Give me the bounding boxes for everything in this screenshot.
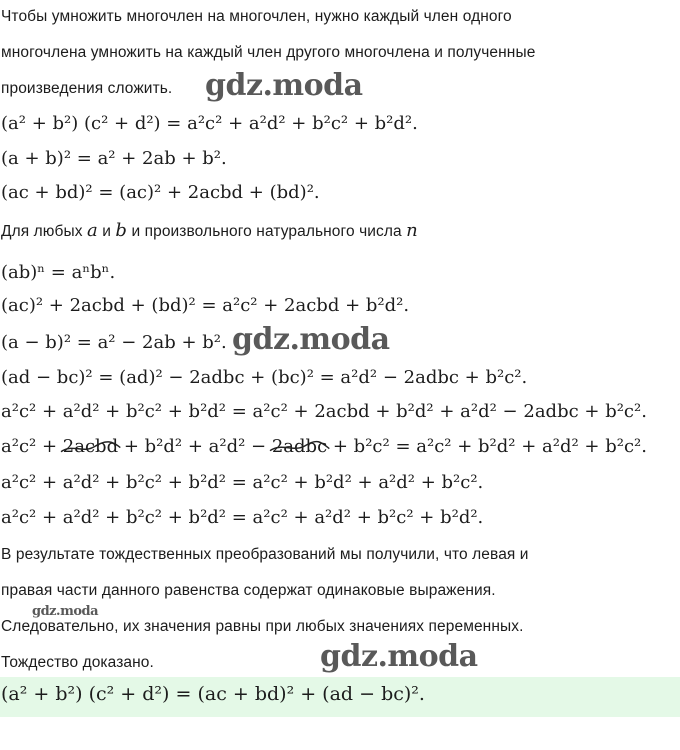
cancelled-term-2acbd <box>63 436 118 457</box>
strike-mark-1 <box>61 436 120 457</box>
equation-combined: a²c² + a²d² + b²c² + b²d² = a²c² + 2acbd + b²d² + a²d² − 2adbc + b²c². <box>1 401 647 422</box>
power-rule-note <box>1 220 418 241</box>
conclusion-line-1: В результате тождественных преобразований мы получили, что левая и <box>1 546 529 563</box>
conclusion-line-3: Следовательно, их значения равны при любых значениях переменных. <box>1 618 524 635</box>
cancelled-term-2acbd-text: 2acbd <box>62 436 119 457</box>
watermark-1: gdz.moda <box>205 68 363 103</box>
watermark-4: gdz.moda <box>320 639 478 674</box>
final-answer: (a² + b²) (c² + d²) = (ac + bd)² + (ad − bc)². <box>1 683 425 705</box>
note-suffix: и произвольного натурального числа <box>127 223 407 240</box>
note-and: и <box>97 223 116 240</box>
final-answer-box <box>0 677 680 717</box>
conclusion-line-2: правая части данного равенства содержат одинаковые выражения. <box>1 582 496 599</box>
note-var-a: a <box>87 220 98 241</box>
equation-power-of-product: (ab)ⁿ = aⁿbⁿ. <box>1 262 116 283</box>
equation-square-of-difference: (a − b)² = a² − 2ab + b². <box>1 332 227 353</box>
equation-simplified: a²c² + a²d² + b²c² + b²d² = a²c² + b²d² + a²d² + b²c². <box>1 472 484 493</box>
equation-product: (a² + b²) (c² + d²) = a²c² + a²d² + b²c² + b²d². <box>1 113 418 134</box>
equation-square-of-sum: (a + b)² = a² + 2ab + b². <box>1 148 227 169</box>
note-var-b: b <box>115 220 128 241</box>
equation-ac-bd-squared: (ac + bd)² = (ac)² + 2acbd + (bd)². <box>1 182 320 203</box>
cancelled-term-2adbc-text: 2adbc <box>271 436 328 457</box>
cancelled-term-2adbc <box>272 436 327 457</box>
note-prefix: Для любых <box>1 223 87 240</box>
equation-ad-bc-squared: (ad − bc)² = (ad)² − 2adbc + (bc)² = a²d² − 2adbc + b²c². <box>1 367 528 388</box>
equation-cancelled <box>1 436 647 457</box>
intro-line-3: произведения сложить. <box>1 80 173 97</box>
watermark-3: gdz.moda <box>32 604 99 619</box>
intro-line-1: Чтобы умножить многочлен на многочлен, нужно каждый член одного <box>1 8 512 25</box>
eq9-end: + b²c² = a²c² + b²d² + a²d² + b²c². <box>327 436 647 457</box>
note-var-n: n <box>406 220 418 241</box>
intro-line-2: многочлена умножить на каждый член другого многочлена и полученные <box>1 44 536 61</box>
conclusion-line-4: Тождество доказано. <box>1 654 154 671</box>
equation-expanded-first: (ac)² + 2acbd + (bd)² = a²c² + 2acbd + b²d². <box>1 295 410 316</box>
eq9-start: a²c² + <box>1 436 63 457</box>
watermark-2: gdz.moda <box>232 322 390 357</box>
strike-mark-2 <box>270 436 329 457</box>
equation-rearranged: a²c² + a²d² + b²c² + b²d² = a²c² + a²d² + b²c² + b²d². <box>1 507 484 528</box>
eq9-mid: + b²d² + a²d² − <box>118 436 272 457</box>
